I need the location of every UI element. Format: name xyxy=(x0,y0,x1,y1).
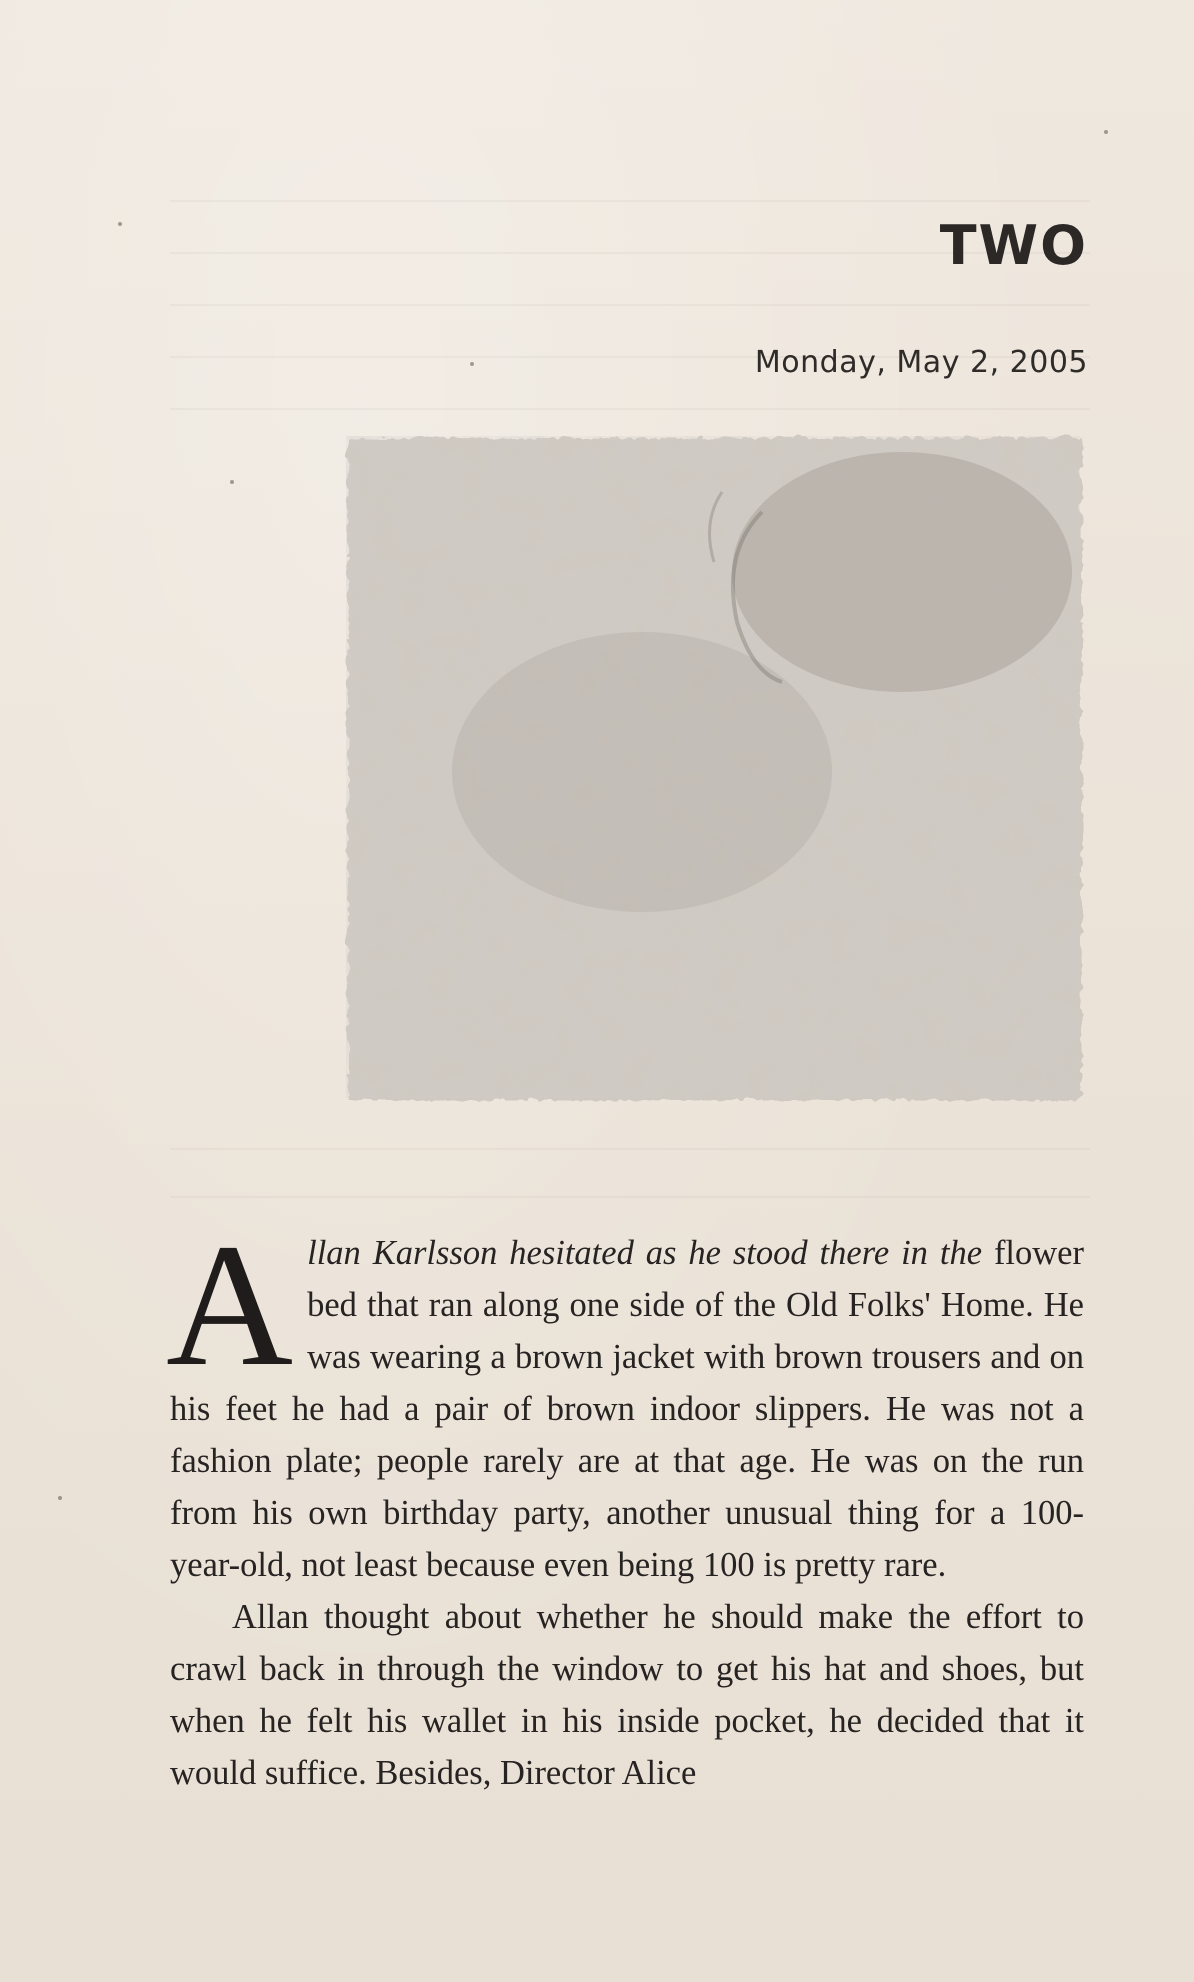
show-through-line xyxy=(170,1196,1090,1198)
chapter-date: Monday, May 2, 2005 xyxy=(754,345,1088,380)
show-through-line xyxy=(170,408,1090,410)
drop-cap: A xyxy=(166,1208,294,1403)
paper-speck xyxy=(1104,130,1108,134)
lead-in-text: llan Karlsson hesitated as he stood there in the xyxy=(307,1234,983,1272)
paper-speck xyxy=(470,362,474,366)
paragraph-2: Allan thought about whether he should make the effort to crawl back in through the window to get his hat and shoes, but when he felt his wallet in his inside pocket, he decided that it would suffice. Besides, Director Alice xyxy=(170,1598,1084,1792)
paragraph-1 xyxy=(166,1208,1084,1591)
body-text xyxy=(166,1208,1084,1799)
show-through-line xyxy=(170,200,1090,202)
faded-illustration-image xyxy=(342,432,1084,1102)
show-through-line xyxy=(170,1148,1090,1150)
show-through-line xyxy=(170,304,1090,306)
paper-speck xyxy=(230,480,234,484)
paper-speck xyxy=(118,222,122,226)
chapter-title: TWO xyxy=(939,214,1088,277)
paragraph-1-text: flower bed that ran along one side of the Old Folks' Home. He was wearing a brown jacket with brown trousers and on his feet he had a pair of brown indoor slippers. He was not a fashion plate; people rarely are at that age. He was on the run from his own birthday party, another unusual thing for a 100-year-old, not least because even being 100 is pretty rare. xyxy=(170,1234,1084,1584)
paper-speck xyxy=(58,1496,62,1500)
